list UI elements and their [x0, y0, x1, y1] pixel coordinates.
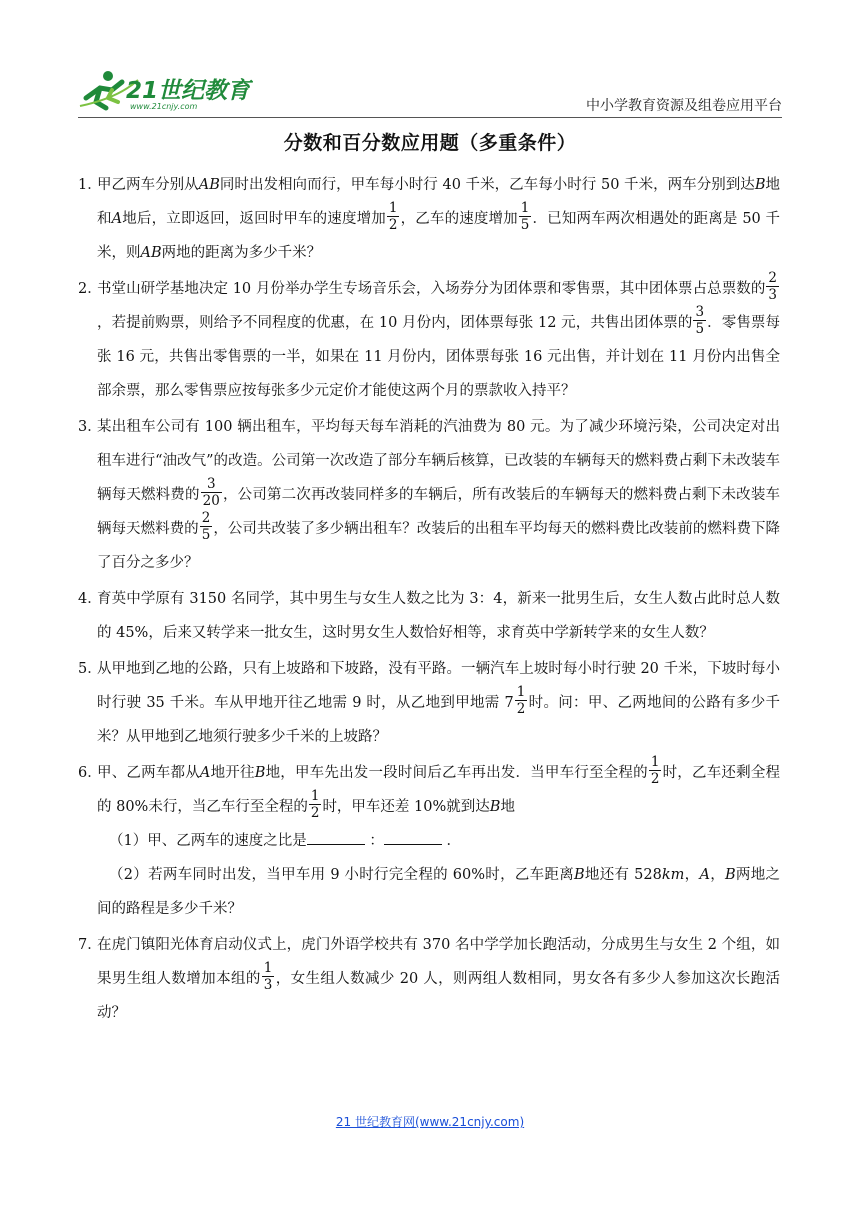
question-6-part-2: （2）若两车同时出发，当甲车用 9 小时行完全程的 60%时，乙车距离B地还有 528km，A，B两地之间的路程是多少千米？	[97, 867, 780, 917]
question-list	[78, 168, 780, 1032]
page-header	[78, 62, 782, 118]
question-number: 2．	[78, 281, 102, 297]
platform-label: 中小学教育资源及组卷应用平台	[586, 98, 782, 114]
question-4: 4． 育英中学原有 3150 名同学，其中男生与女生人数之比为 3：4，新来一批男生后，女生人数占此时总人数的 45%，后来又转学来一批女生，这时男女生人数恰好相等，求育英中学新转学来的女生人数？	[78, 582, 780, 650]
question-number: 1．	[78, 177, 102, 193]
question-number: 5．	[78, 661, 102, 677]
site-logo[interactable]	[78, 68, 253, 112]
fraction: $\frac{3}{20}$	[202, 475, 220, 509]
question-number: 3．	[78, 419, 102, 435]
question-7: 7． 在虎门镇阳光体育启动仪式上，虎门外语学校共有 370 名中学学加长跑活动，分成男生与女生 2 个组，如果男生组人数增加本组的 $\frac{1}{3}$ ，女生组人数减少 20 人，则两组人数相同，男女各有多少人参加这次长跑活动？	[78, 928, 780, 1030]
fraction: $\frac{1}{2}$	[516, 683, 526, 717]
question-5: 5． 从甲地到乙地的公路，只有上坡路和下坡路，没有平路。一辆汽车上坡时每小时行驶 20 千米，下坡时每小时行驶 35 千米。车从甲地开往乙地需 9 时，从乙地到甲地需 7 $\frac{1}{2}$ 时。问：甲、乙两地间的公路有多少千米？从甲地到乙地须行驶多少千米的上坡路？	[78, 652, 780, 754]
footer-link[interactable]: 21 世纪教育网(www.21cnjy.com)	[335, 1115, 525, 1129]
fraction: $\frac{1}{3}$	[263, 959, 273, 993]
question-2: 2． 书堂山研学基地决定 10 月份举办学生专场音乐会，入场券分为团体票和零售票，其中团体票占总票数的 $\frac{2}{3}$ ，若提前购票，则给予不同程度的优惠，在 10 月份内，团体票每张 12 元，共售出团体票的 $\frac{3}{5}$ ．零售票每张 16 元，共售出零售票的一半，如果在 11 月份内，团体票每张 16 元出售，并计划在 11 月份内出售全部余票，那么零售票应按每张多少元定价才能使这两个月的票款收入持平？	[78, 269, 781, 399]
question-6-part-1: （1）甲、乙两车的速度之比是 ： ．	[97, 824, 780, 858]
header-divider	[78, 117, 782, 118]
logo-runner-icon	[78, 68, 253, 112]
fraction: $\frac{1}{5}$	[520, 199, 530, 233]
page-footer	[0, 1113, 860, 1130]
answer-blank[interactable]	[307, 830, 365, 845]
fraction: $\frac{2}{5}$	[201, 509, 211, 543]
question-number: 7．	[78, 937, 102, 953]
question-6: 6． 甲、乙两车都从A地开往B地，甲车先出发一段时间后乙车再出发．当甲车行至全程的 $\frac{1}{2}$ 时，乙车还剩全程的 80%未行，当乙车行至全程的 $\frac{1}{2}$ 时，甲车还差 10%就到达B地 （1）甲、乙两车的速度之比是 ： ． （2）若两车同时出发，当甲车用 9 小时行完全程的 60%时，乙车距离B地还有 528km，A，B两地之间的路程是多少千米？	[78, 756, 780, 926]
question-1: 1． 甲乙两车分别从AB同时出发相向而行，甲车每小时行 40 千米，乙车每小时行 50 千米，两车分别到达B地和A地后，立即返回，返回时甲车的速度增加 $\frac{1}{2}$ ，乙车的速度增加 $\frac{1}{5}$ ．已知两车两次相遇处的距离是 50 千米，则AB两地的距离为多少千米？	[78, 168, 780, 270]
fraction: $\frac{2}{3}$	[768, 269, 777, 303]
logo-text: 21世纪教育	[126, 78, 251, 104]
question-number: 4．	[78, 591, 102, 607]
question-3: 3． 某出租车公司有 100 辆出租车，平均每天每车消耗的汽油费为 80 元。为了减少环境污染，公司决定对出租车进行“油改气”的改造。公司第一次改造了部分车辆后核算，已改装的车辆每天的燃料费占剩下未改装车辆每天燃料费的 $\frac{3}{20}$ ，公司第二次再改装同样多的车辆后，所有改装后的车辆每天的燃料费占剩下未改装车辆每天燃料费的 $\frac{2}{5}$ ，公司共改装了多少辆出租车？改装后的出租车平均每天的燃料费比改装前的燃料费下降了百分之多少？	[78, 410, 780, 580]
fraction: $\frac{1}{2}$	[310, 787, 320, 821]
answer-blank[interactable]	[384, 830, 442, 845]
fraction: $\frac{1}{2}$	[388, 199, 398, 233]
question-number: 6．	[78, 765, 102, 781]
fraction: $\frac{3}{5}$	[695, 303, 705, 337]
page-title: 分数和百分数应用题（多重条件）	[283, 132, 577, 154]
logo-url: www.21cnjy.com	[130, 102, 198, 111]
fraction: $\frac{1}{2}$	[650, 753, 660, 787]
